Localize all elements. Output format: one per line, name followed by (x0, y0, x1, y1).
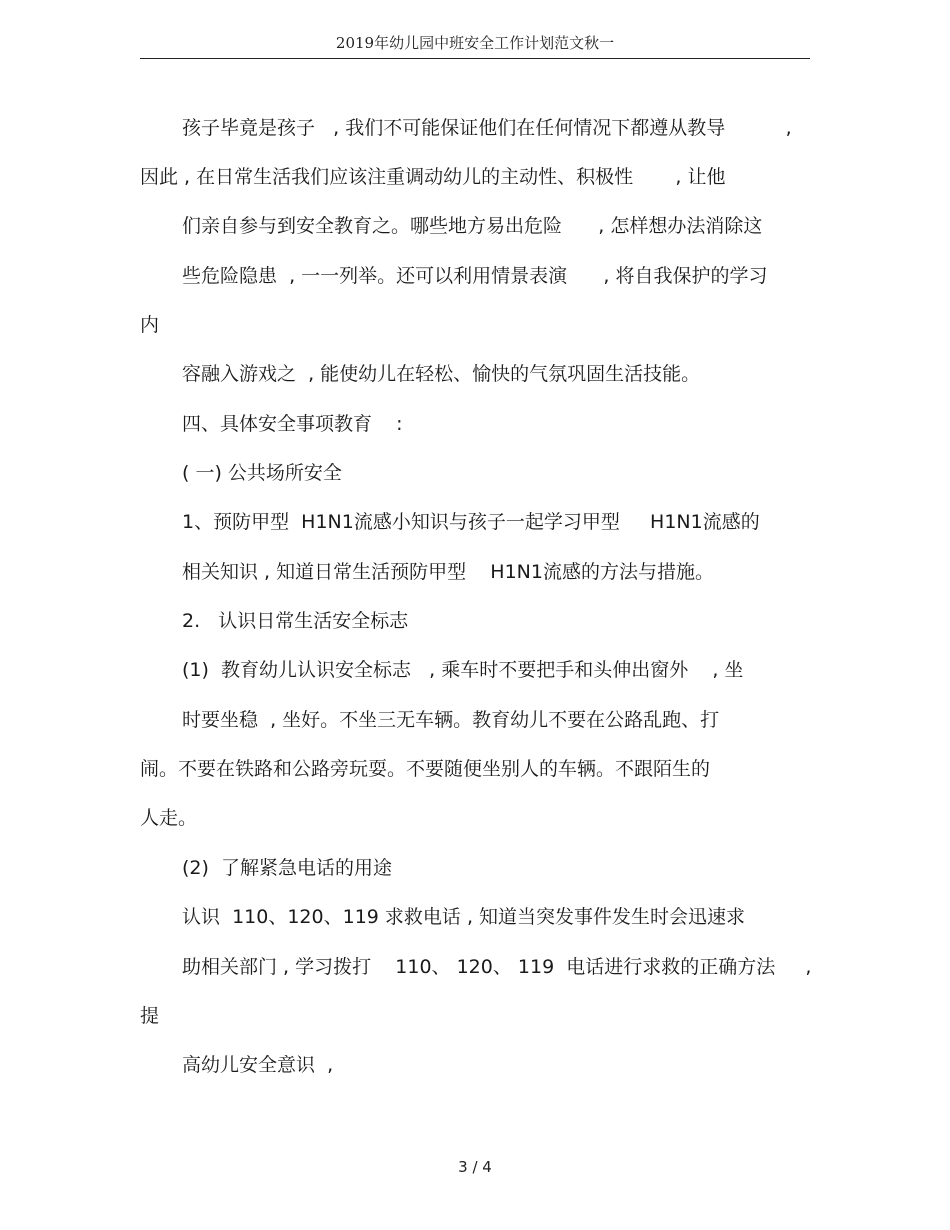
paragraph-line: 因此 , 在日常生活我们应该注重调动幼儿的主动性、积极性 , 让他 (140, 166, 726, 188)
paragraph-line: 些危险隐患 , 一一列举。还可以利用情景表演 , 将自我保护的学习 (182, 265, 768, 287)
page-number: 3 / 4 (458, 1158, 492, 1176)
list-item-heading: 2. 认识日常生活安全标志 (182, 610, 409, 632)
paragraph-line: 提 (140, 1005, 160, 1027)
paragraph-line: 容融入游戏之 , 能使幼儿在轻松、愉快的气氛巩固生活技能。 (182, 363, 701, 385)
paragraph-line: 相关知识 , 知道日常生活预防甲型 H1N1流感的方法与措施。 (182, 561, 714, 583)
paragraph-line: 认识 110、120、119 求救电话 , 知道当突发事件发生时会迅速求 (182, 906, 746, 928)
paragraph-line: 1、预防甲型 H1N1流感小知识与孩子一起学习甲型 H1N1流感的 (182, 511, 760, 533)
paragraph-line: 内 (140, 314, 160, 336)
paragraph-line: 孩子毕竟是孩子 , 我们不可能保证他们在任何情况下都遵从教导 , (182, 117, 792, 139)
section-heading: 四、具体安全事项教育 : (182, 413, 403, 435)
list-item-heading: (2) 了解紧急电话的用途 (182, 857, 392, 879)
page-header-title: 2019年幼儿园中班安全工作计划范文秋一 (140, 28, 810, 59)
paragraph-line: 闹。不要在铁路和公路旁玩耍。不要随便坐别人的车辆。不跟陌生的 (140, 758, 711, 780)
paragraph-line: 们亲自参与到安全教育之。哪些地方易出危险 , 怎样想办法消除这 (182, 215, 763, 237)
paragraph-line: (1) 教育幼儿认识安全标志 , 乘车时不要把手和头伸出窗外 , 坐 (182, 659, 744, 681)
subsection-heading: ( 一) 公共场所安全 (182, 462, 342, 484)
paragraph-line: 助相关部门 , 学习拨打 110、 120、 119 电话进行求救的正确方法 , (182, 956, 812, 978)
paragraph-line: 高幼儿安全意识 , (182, 1054, 334, 1076)
paragraph-line: 时要坐稳 , 坐好。不坐三无车辆。教育幼儿不要在公路乱跑、打 (182, 709, 720, 731)
paragraph-line: 人走。 (140, 807, 198, 829)
